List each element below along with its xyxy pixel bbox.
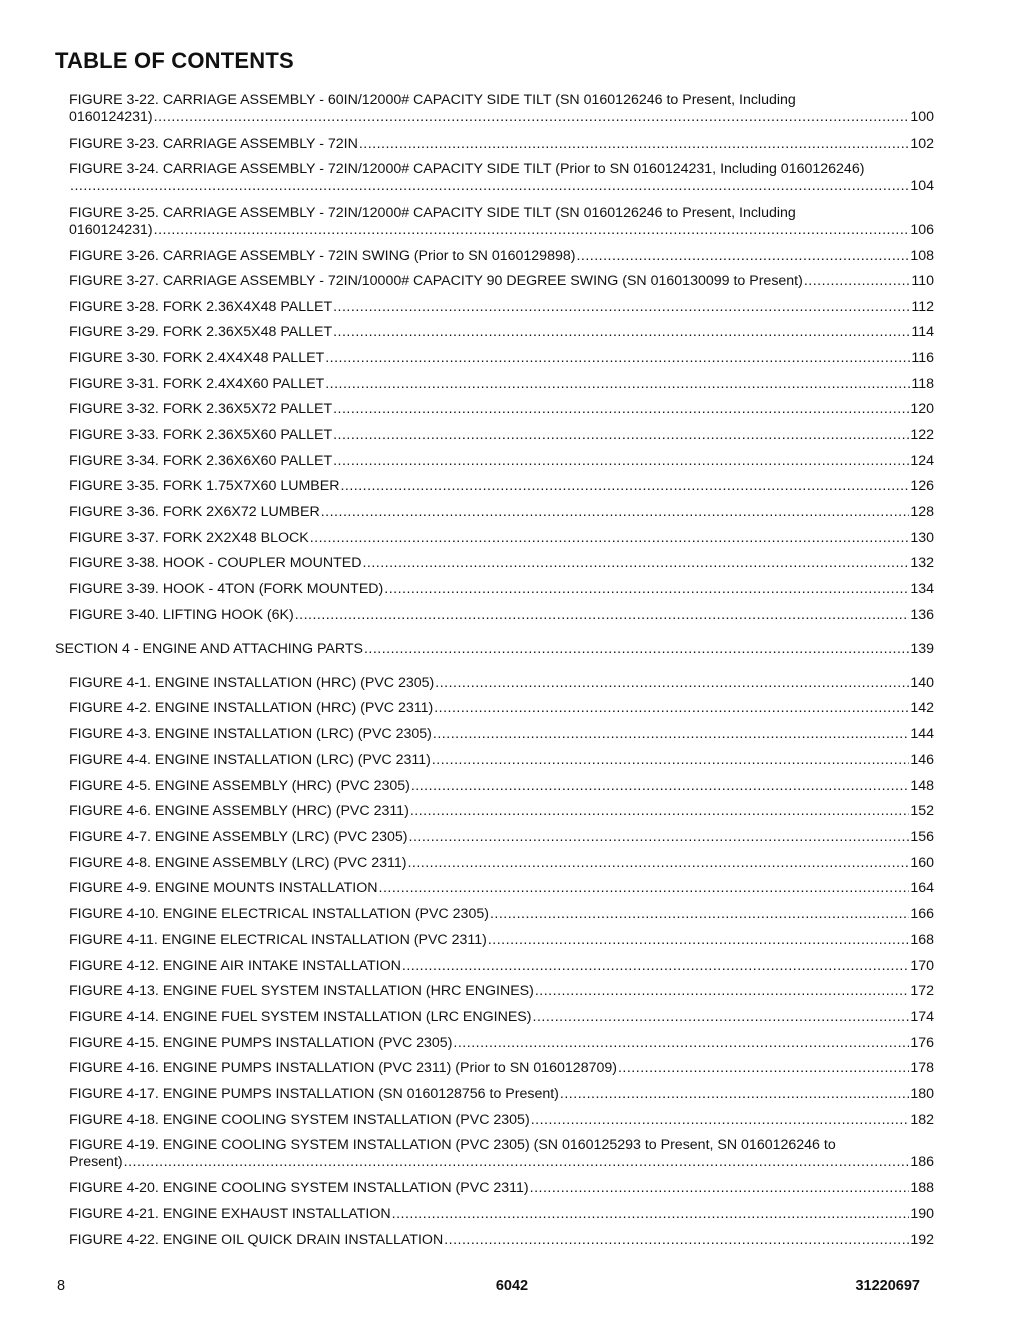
toc-figure-entry[interactable] — [69, 932, 934, 949]
toc-figure-entry[interactable] — [69, 1180, 934, 1197]
toc-figure-entry[interactable] — [69, 478, 934, 495]
toc-entry-title-continued: Present) — [69, 1154, 123, 1170]
toc-entry-title: FIGURE 3-28. FORK 2.36X4X48 PALLET — [69, 299, 333, 315]
toc-figure-entry[interactable] — [69, 1112, 934, 1129]
dot-leader — [490, 906, 909, 923]
toc-entry-title: FIGURE 3-32. FORK 2.36X5X72 PALLET — [69, 401, 333, 417]
toc-entry-title: FIGURE 4-20. ENGINE COOLING SYSTEM INSTALLATION (PVC 2311) — [69, 1180, 529, 1196]
toc-page-number: 160 — [910, 855, 934, 871]
toc-figure-entry[interactable] — [69, 958, 934, 975]
toc-figure-entry[interactable] — [69, 1137, 934, 1171]
footer-doc-number: 31220697 — [855, 1278, 920, 1294]
toc-page-number: 130 — [910, 530, 934, 546]
toc-figure-entry[interactable] — [69, 1009, 934, 1026]
toc-page-number: 144 — [910, 726, 934, 742]
footer-model: 6042 — [495, 1278, 529, 1294]
toc-page-number: 114 — [911, 324, 934, 340]
toc-figure-entry[interactable] — [69, 453, 934, 470]
toc-figure-entry[interactable] — [69, 803, 934, 820]
toc-figure-entry[interactable] — [69, 1060, 934, 1077]
toc-page-number: 134 — [910, 581, 934, 597]
dot-leader — [333, 324, 910, 341]
dot-leader — [325, 350, 910, 367]
toc-entry-title: FIGURE 4-17. ENGINE PUMPS INSTALLATION (SN 0160128756 to Present) — [69, 1086, 559, 1102]
toc-figure-entry[interactable] — [69, 880, 934, 897]
toc-entry-title: FIGURE 4-9. ENGINE MOUNTS INSTALLATION — [69, 880, 378, 896]
toc-page-number: 118 — [911, 376, 934, 392]
toc-figure-entry[interactable] — [69, 161, 934, 195]
toc-page-number: 128 — [910, 504, 934, 520]
toc-page-number: 164 — [910, 880, 934, 896]
toc-entry-title: FIGURE 4-1. ENGINE INSTALLATION (HRC) (PVC 2305) — [69, 675, 435, 691]
toc-entry-title: FIGURE 3-27. CARRIAGE ASSEMBLY - 72IN/10000# CAPACITY 90 DEGREE SWING (SN 0160130099 to Present) — [69, 273, 803, 289]
dot-leader — [488, 932, 909, 949]
toc-entry-title: FIGURE 4-2. ENGINE INSTALLATION (HRC) (PVC 2311) — [69, 700, 434, 716]
toc-figure-entry[interactable] — [69, 983, 934, 1000]
toc-page-number: 102 — [910, 136, 934, 152]
toc-entry-title: FIGURE 4-22. ENGINE OIL QUICK DRAIN INSTALLATION — [69, 1232, 444, 1248]
toc-figure-entry[interactable] — [69, 427, 934, 444]
dot-leader — [435, 675, 909, 692]
toc-figure-entry[interactable] — [69, 1086, 934, 1103]
toc-entry-title: FIGURE 4-19. ENGINE COOLING SYSTEM INSTALLATION (PVC 2305) (SN 0160125293 to Present, SN 0160126246 to — [69, 1137, 836, 1153]
dot-leader — [321, 504, 910, 521]
toc-page-number: 186 — [910, 1154, 934, 1170]
dot-leader — [576, 248, 909, 265]
toc-page-number: 108 — [910, 248, 934, 264]
dot-leader — [379, 880, 910, 897]
dot-leader — [154, 222, 910, 239]
toc-page-number: 140 — [910, 675, 934, 691]
dot-leader — [444, 1232, 909, 1249]
toc-entry-title: SECTION 4 - ENGINE AND ATTACHING PARTS — [55, 641, 363, 657]
toc-entry-title: FIGURE 3-23. CARRIAGE ASSEMBLY - 72IN — [69, 136, 358, 152]
dot-leader — [340, 478, 909, 495]
toc-entry-title: FIGURE 3-24. CARRIAGE ASSEMBLY - 72IN/12000# CAPACITY SIDE TILT (Prior to SN 0160124231, Including 0160126246) — [69, 161, 865, 177]
toc-page-number: 172 — [910, 983, 934, 999]
toc-entry-title: FIGURE 3-40. LIFTING HOOK (6K) — [69, 607, 294, 623]
toc-figure-entry[interactable] — [69, 906, 934, 923]
toc-entry-title: FIGURE 3-35. FORK 1.75X7X60 LUMBER — [69, 478, 340, 494]
toc-figure-entry[interactable] — [69, 607, 934, 624]
toc-entry-title: FIGURE 4-6. ENGINE ASSEMBLY (HRC) (PVC 2311) — [69, 803, 409, 819]
toc-entry-title: FIGURE 4-18. ENGINE COOLING SYSTEM INSTALLATION (PVC 2305) — [69, 1112, 530, 1128]
toc-page-number: 110 — [911, 273, 934, 289]
toc-entry-title: FIGURE 4-5. ENGINE ASSEMBLY (HRC) (PVC 2305) — [69, 778, 410, 794]
toc-figure-entry[interactable] — [69, 92, 934, 126]
toc-page-number: 139 — [910, 641, 934, 657]
dot-leader — [411, 778, 909, 795]
toc-page-number: 178 — [910, 1060, 934, 1076]
toc-figure-entry[interactable] — [69, 1035, 934, 1052]
toc-entry-title: FIGURE 3-30. FORK 2.4X4X48 PALLET — [69, 350, 325, 366]
dot-leader — [364, 641, 909, 658]
toc-entry-title: FIGURE 4-15. ENGINE PUMPS INSTALLATION (PVC 2305) — [69, 1035, 453, 1051]
toc-entry-title: FIGURE 4-10. ENGINE ELECTRICAL INSTALLATION (PVC 2305) — [69, 906, 489, 922]
toc-figure-entry[interactable] — [69, 205, 934, 239]
toc-page-number: 182 — [910, 1112, 934, 1128]
dot-leader — [124, 1154, 910, 1171]
toc-entry-title: FIGURE 4-16. ENGINE PUMPS INSTALLATION (PVC 2311) (Prior to SN 0160128709) — [69, 1060, 617, 1076]
dot-leader — [453, 1035, 909, 1052]
toc-page-number: 116 — [911, 350, 934, 366]
toc-entry-title: FIGURE 3-39. HOOK - 4TON (FORK MOUNTED) — [69, 581, 384, 597]
toc-figure-entry[interactable] — [69, 350, 934, 367]
toc-entry-title-continued: 0160124231) — [69, 222, 153, 238]
dot-leader — [333, 453, 909, 470]
toc-figure-entry[interactable] — [69, 530, 934, 547]
toc-entry-title: FIGURE 3-26. CARRIAGE ASSEMBLY - 72IN SWING (Prior to SN 0160129898) — [69, 248, 576, 264]
toc-page-number: 146 — [910, 752, 934, 768]
footer-page-number: 8 — [57, 1278, 66, 1294]
toc-page-number: 148 — [910, 778, 934, 794]
dot-leader — [384, 581, 909, 598]
toc-page-number: 142 — [910, 700, 934, 716]
toc-figure-entry[interactable] — [69, 829, 934, 846]
dot-leader — [392, 1206, 910, 1223]
toc-figure-entry[interactable] — [69, 555, 934, 572]
dot-leader — [804, 273, 911, 290]
dot-leader — [359, 136, 909, 153]
toc-entry-title: FIGURE 3-25. CARRIAGE ASSEMBLY - 72IN/12000# CAPACITY SIDE TILT (SN 0160126246 to Present, Including — [69, 205, 796, 221]
toc-page-number: 120 — [910, 401, 934, 417]
toc-figure-entry[interactable] — [69, 700, 934, 717]
toc-page-number: 124 — [910, 453, 934, 469]
toc-page-number: 166 — [910, 906, 934, 922]
toc-page-number: 136 — [910, 607, 934, 623]
toc-page-number: 168 — [910, 932, 934, 948]
dot-leader — [362, 555, 909, 572]
toc-page-number: 126 — [910, 478, 934, 494]
toc-figure-entry[interactable] — [69, 248, 934, 265]
toc-page-number: 180 — [910, 1086, 934, 1102]
dot-leader — [70, 178, 909, 195]
dot-leader — [432, 752, 909, 769]
toc-section-entry[interactable] — [55, 641, 934, 658]
dot-leader — [434, 700, 909, 717]
toc-figure-entry[interactable] — [69, 726, 934, 743]
toc-entry-title: FIGURE 4-8. ENGINE ASSEMBLY (LRC) (PVC 2311) — [69, 855, 407, 871]
toc-entry-title: FIGURE 4-3. ENGINE INSTALLATION (LRC) (PVC 2305) — [69, 726, 432, 742]
dot-leader — [409, 829, 910, 846]
dot-leader — [333, 427, 909, 444]
toc-page-number: 122 — [910, 427, 934, 443]
toc-entry-title: FIGURE 3-22. CARRIAGE ASSEMBLY - 60IN/12000# CAPACITY SIDE TILT (SN 0160126246 to Present, Including — [69, 92, 796, 108]
toc-entry-title: FIGURE 4-7. ENGINE ASSEMBLY (LRC) (PVC 2305) — [69, 829, 408, 845]
toc-page-number: 174 — [910, 1009, 934, 1025]
toc-entry-title: FIGURE 3-38. HOOK - COUPLER MOUNTED — [69, 555, 362, 571]
toc-figure-entry[interactable] — [69, 778, 934, 795]
toc-page-number: 104 — [910, 178, 934, 194]
dot-leader — [402, 958, 909, 975]
toc-page-number: 190 — [910, 1206, 934, 1222]
toc-figure-entry[interactable] — [69, 752, 934, 769]
toc-figure-entry[interactable] — [69, 675, 934, 692]
toc-page-number: 132 — [910, 555, 934, 571]
dot-leader — [535, 983, 909, 1000]
toc-entry-title-continued: 0160124231) — [69, 109, 153, 125]
dot-leader — [433, 726, 909, 743]
toc-entry-title: FIGURE 4-12. ENGINE AIR INTAKE INSTALLATION — [69, 958, 401, 974]
toc-page-number: 188 — [910, 1180, 934, 1196]
toc-figure-entry[interactable] — [69, 324, 934, 341]
toc-figure-entry[interactable] — [69, 855, 934, 872]
toc-figure-entry[interactable] — [69, 581, 934, 598]
dot-leader — [407, 855, 909, 872]
toc-entry-title: FIGURE 4-4. ENGINE INSTALLATION (LRC) (PVC 2311) — [69, 752, 431, 768]
toc-entry-title: FIGURE 4-11. ENGINE ELECTRICAL INSTALLATION (PVC 2311) — [69, 932, 487, 948]
dot-leader — [560, 1086, 909, 1103]
toc-figure-entry[interactable] — [69, 299, 934, 316]
toc-page-number: 170 — [910, 958, 934, 974]
toc-entry-title: FIGURE 3-34. FORK 2.36X6X60 PALLET — [69, 453, 333, 469]
page-title: TABLE OF CONTENTS — [55, 48, 294, 73]
toc-page-number: 106 — [910, 222, 934, 238]
toc-page-number: 152 — [910, 803, 934, 819]
dot-leader — [618, 1060, 909, 1077]
dot-leader — [154, 109, 910, 126]
dot-leader — [333, 401, 909, 418]
dot-leader — [530, 1180, 910, 1197]
dot-leader — [333, 299, 910, 316]
toc-figure-entry[interactable] — [69, 504, 934, 521]
toc-figure-entry[interactable] — [69, 136, 934, 153]
toc-entry-title: FIGURE 4-21. ENGINE EXHAUST INSTALLATION — [69, 1206, 391, 1222]
toc-figure-entry[interactable] — [69, 401, 934, 418]
toc-entry-title: FIGURE 4-14. ENGINE FUEL SYSTEM INSTALLATION (LRC ENGINES) — [69, 1009, 532, 1025]
toc-page-number: 176 — [910, 1035, 934, 1051]
toc-page-number: 112 — [911, 299, 934, 315]
toc-figure-entry[interactable] — [69, 273, 934, 290]
dot-leader — [310, 530, 910, 547]
toc-entry-title: FIGURE 4-13. ENGINE FUEL SYSTEM INSTALLATION (HRC ENGINES) — [69, 983, 534, 999]
dot-leader — [533, 1009, 910, 1026]
toc-figure-entry[interactable] — [69, 376, 934, 393]
toc-entry-title: FIGURE 3-33. FORK 2.36X5X60 PALLET — [69, 427, 333, 443]
dot-leader — [295, 607, 910, 624]
dot-leader — [325, 376, 910, 393]
toc-entry-title: FIGURE 3-29. FORK 2.36X5X48 PALLET — [69, 324, 333, 340]
toc-entry-title: FIGURE 3-37. FORK 2X2X48 BLOCK — [69, 530, 309, 546]
dot-leader — [531, 1112, 910, 1129]
toc-entry-title: FIGURE 3-36. FORK 2X6X72 LUMBER — [69, 504, 320, 520]
toc-entry-title: FIGURE 3-31. FORK 2.4X4X60 PALLET — [69, 376, 325, 392]
toc-page-number: 192 — [910, 1232, 934, 1248]
toc-figure-entry[interactable] — [69, 1206, 934, 1223]
toc-figure-entry[interactable] — [69, 1232, 934, 1249]
dot-leader — [410, 803, 910, 820]
toc-page-number: 156 — [910, 829, 934, 845]
toc-page-number: 100 — [910, 109, 934, 125]
